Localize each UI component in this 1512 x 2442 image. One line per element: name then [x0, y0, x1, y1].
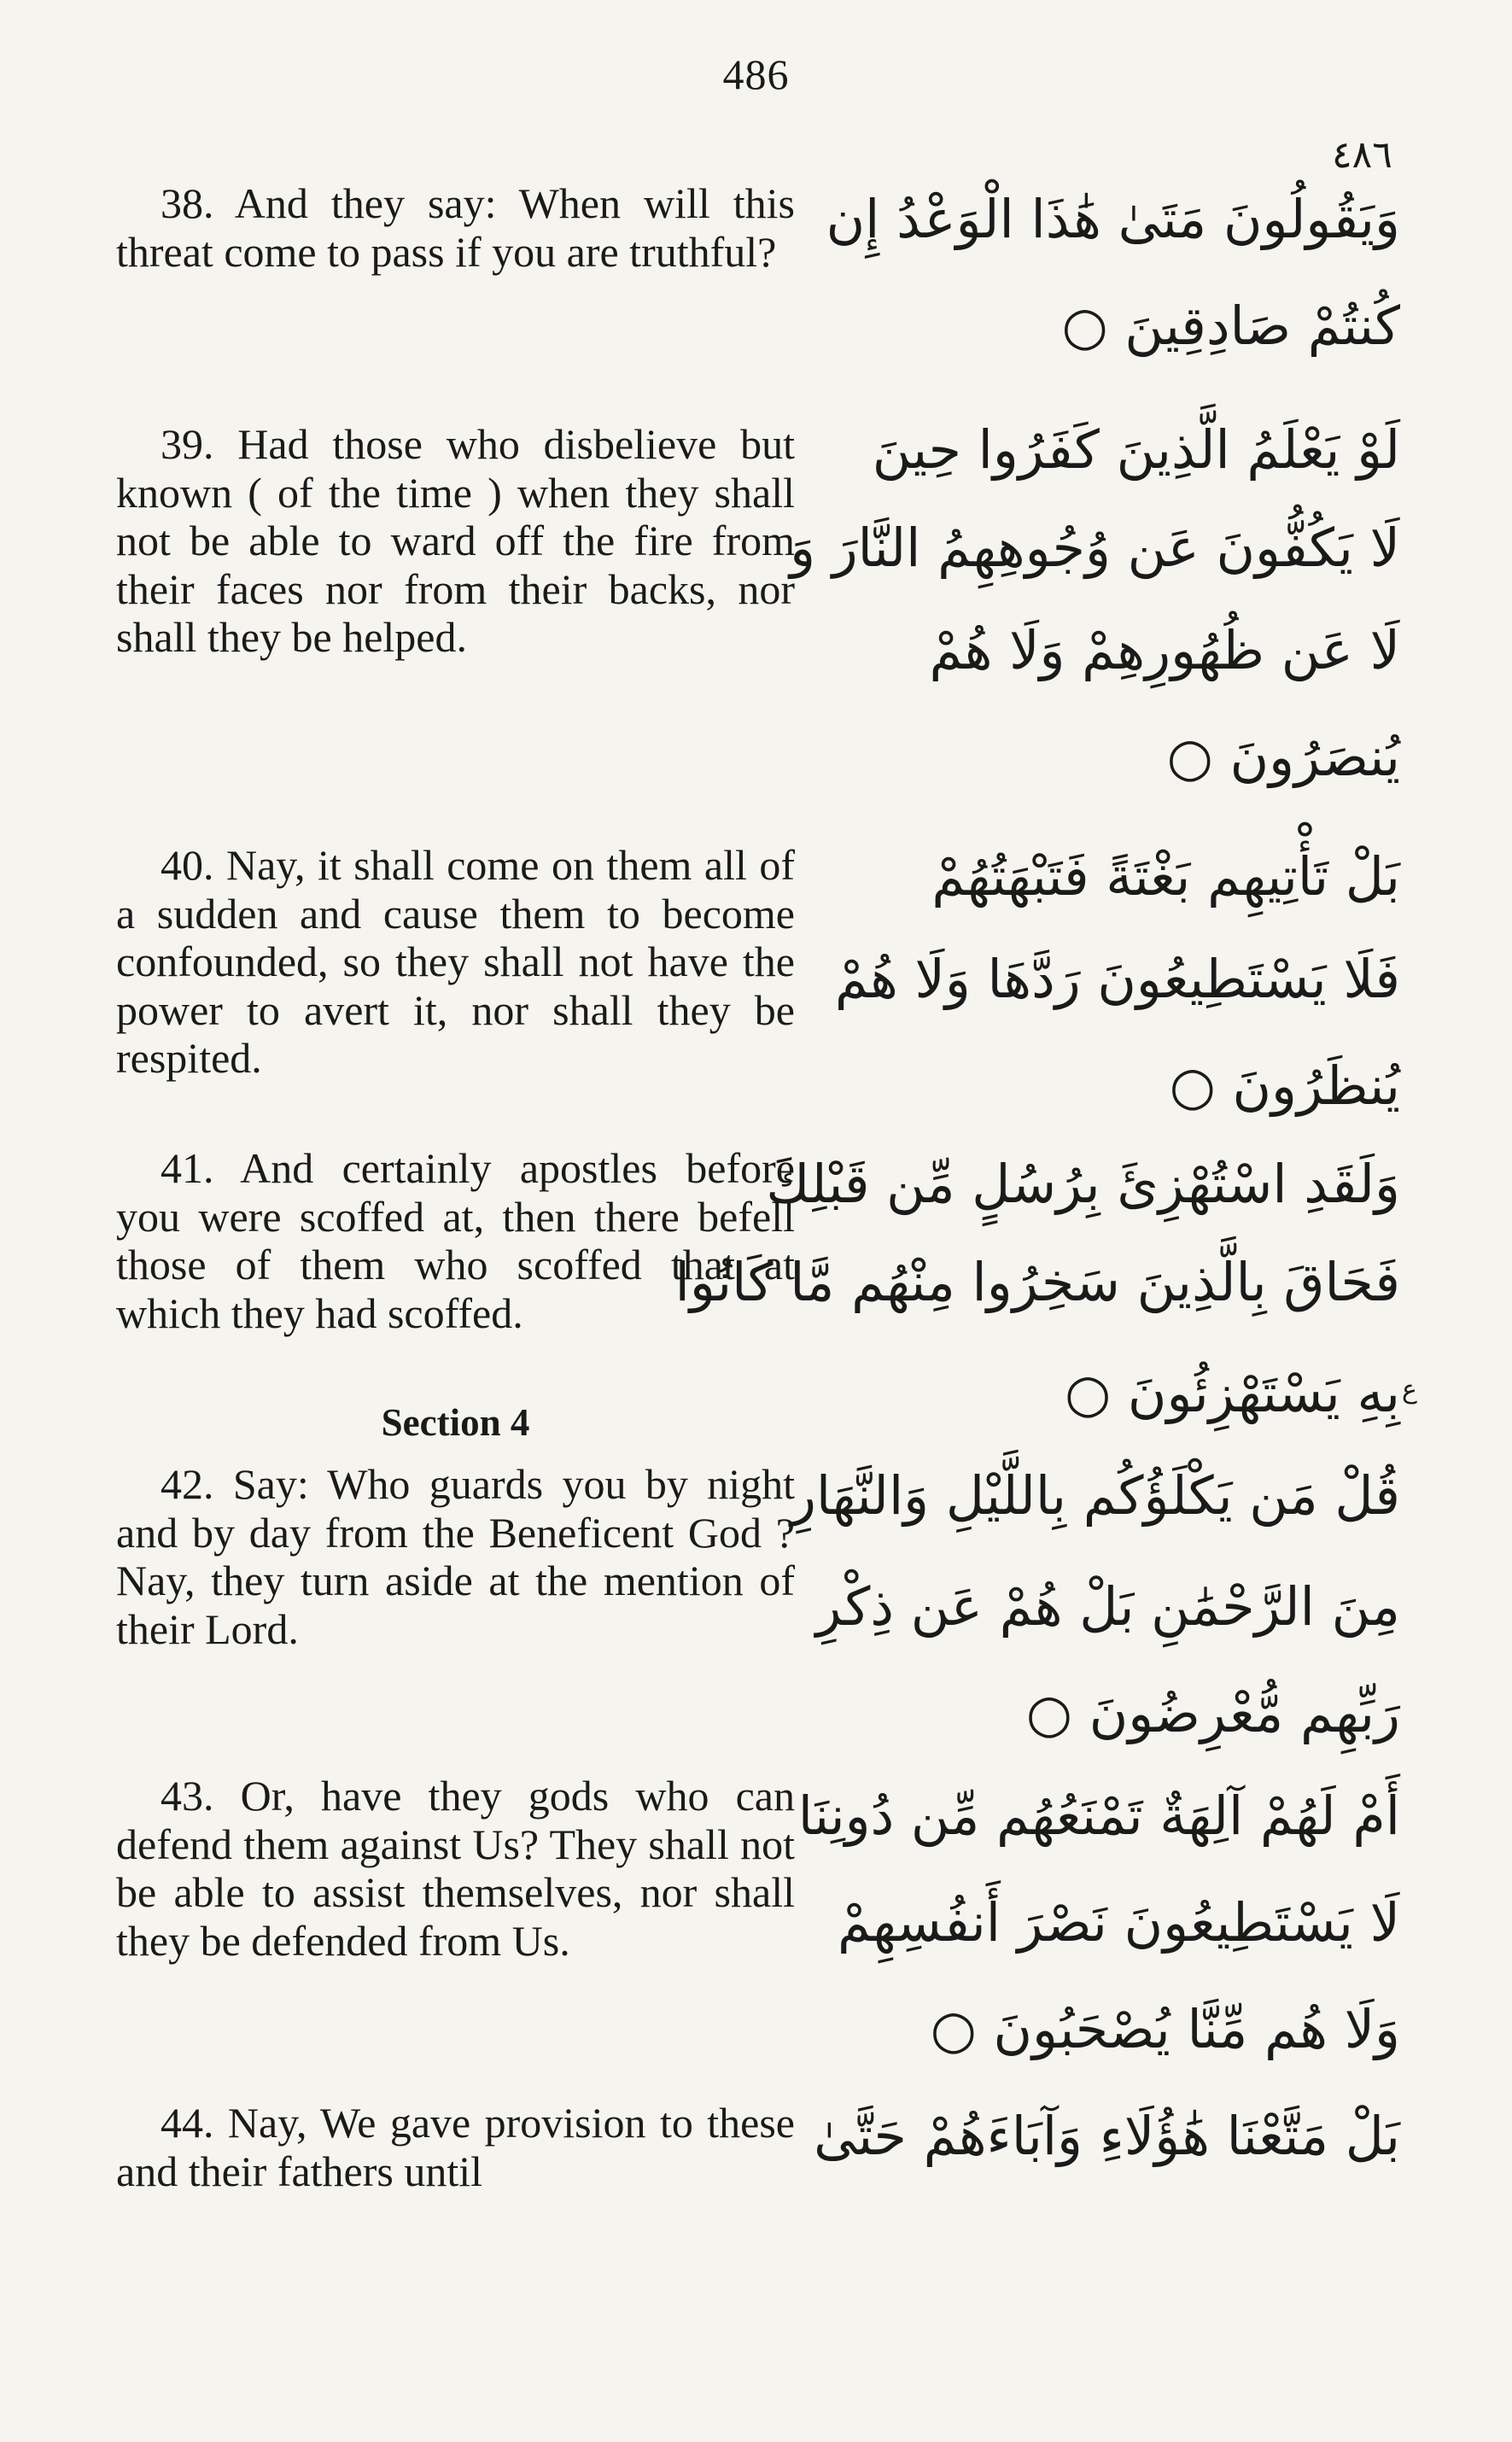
verse-39-english: 39. Had those who disbelieve but known ( of the time ) when they shall not be able to ward off the fire from their faces nor from their backs, nor shall they be helped.	[116, 420, 795, 661]
section-heading: Section 4	[381, 1401, 530, 1444]
verse-43-arabic-line-1: أَمْ لَهُمْ آلِهَةٌ تَمْنَعُهُم مِّن دُونِنَا	[797, 1785, 1400, 1847]
verse-41-english: 41. And certainly apostles before you were scoffed at, then there befell those of them who scoffed that at which they had scoffed.	[116, 1144, 795, 1337]
section-end-mark: ع	[1402, 1375, 1417, 1405]
verse-39-arabic-line-1: لَوْ يَعْلَمُ الَّذِينَ كَفَرُوا حِينَ	[872, 418, 1400, 481]
verse-42-arabic-line-3: رَبِّهِم مُّعْرِضُونَ ○	[1025, 1682, 1400, 1744]
verse-41-arabic-line-2: فَحَاقَ بِالَّذِينَ سَخِرُوا مِنْهُم مَّا كَانُوا	[674, 1251, 1400, 1313]
arabic-page-number: ٤٨٦	[1332, 133, 1392, 177]
verse-42-arabic-line-2: مِنَ الرَّحْمَٰنِ بَلْ هُمْ عَن ذِكْرِ	[815, 1575, 1400, 1638]
verse-42-english: 42. Say: Who guards you by night and by day from the Beneficent God ? Nay, they turn aside at the mention of their Lord.	[116, 1460, 795, 1653]
verse-41-arabic-line-3: بِهِ يَسْتَهْزِئُونَ ○	[1065, 1362, 1400, 1424]
verse-39-arabic-line-2: لَا يَكُفُّونَ عَن وُجُوهِهِمُ النَّارَ وَ	[790, 517, 1400, 579]
verse-38-arabic-line-1: وَيَقُولُونَ مَتَىٰ هَٰذَا الْوَعْدُ إِن	[826, 188, 1400, 250]
verse-42-arabic-line-1: قُلْ مَن يَكْلَؤُكُم بِاللَّيْلِ وَالنَّهَارِ	[790, 1464, 1400, 1527]
verse-43-arabic-line-2: لَا يَسْتَطِيعُونَ نَصْرَ أَنفُسِهِمْ	[837, 1891, 1400, 1954]
verse-38-arabic-line-2: كُنتُمْ صَادِقِينَ ○	[1061, 295, 1400, 357]
verse-41-arabic-line-1: وَلَقَدِ اسْتُهْزِئَ بِرُسُلٍ مِّن قَبْلِكَ	[766, 1153, 1400, 1215]
verse-39-arabic-line-4: يُنصَرُونَ ○	[1166, 726, 1400, 788]
verse-39-arabic-line-3: لَا عَن ظُهُورِهِمْ وَلَا هُمْ	[929, 619, 1400, 681]
verse-40-arabic-line-1: بَلْ تَأْتِيهِم بَغْتَةً فَتَبْهَتُهُمْ	[931, 845, 1400, 908]
verse-44-arabic-line-1: بَلْ مَتَّعْنَا هَٰؤُلَاءِ وَآبَاءَهُمْ حَتَّىٰ	[814, 2105, 1400, 2167]
verse-44-english: 44. Nay, We gave provision to these and their fathers until	[116, 2099, 795, 2195]
verse-40-arabic-line-2: فَلَا يَسْتَطِيعُونَ رَدَّهَا وَلَا هُمْ	[834, 948, 1400, 1010]
verse-40-english: 40. Nay, it shall come on them all of a sudden and cause them to become confounded, so they shall not have the power to avert it, nor shall they be respited.	[116, 841, 795, 1082]
verse-38-english: 38. And they say: When will this threat come to pass if you are truthful?	[116, 179, 795, 276]
verse-43-english: 43. Or, have they gods who can defend them against Us? They shall not be able to assist themselves, nor shall they be defended from Us.	[116, 1772, 795, 1965]
verse-43-arabic-line-3: وَلَا هُم مِّنَّا يُصْحَبُونَ ○	[930, 1998, 1400, 2060]
page-number: 486	[722, 50, 790, 98]
verse-40-arabic-line-3: يُنظَرُونَ ○	[1169, 1054, 1400, 1117]
